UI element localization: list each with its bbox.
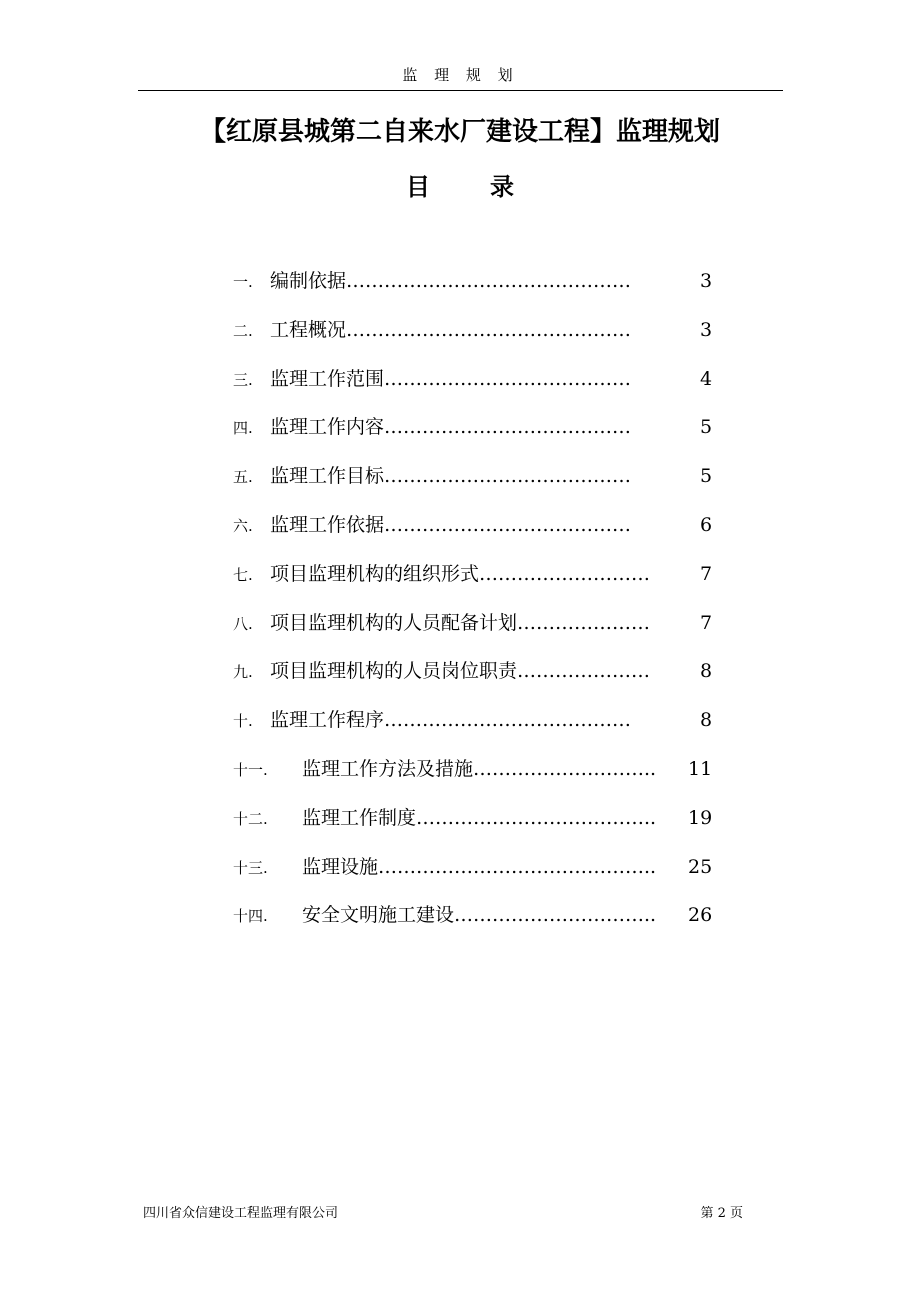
toc-entry-number: 十四. [233,907,268,926]
toc-entry-title: 监理工作内容 [270,416,385,439]
toc-entry-number: 十. [233,712,253,731]
toc-entry-number: 六. [233,517,253,535]
toc-entry-page: 7 [700,611,713,634]
toc-entry-page: 8 [700,709,713,732]
toc-entry-page: 7 [700,562,713,585]
toc-entry[interactable] [0,409,920,445]
toc-entry-leader: ………………… [517,611,650,634]
toc-entry[interactable] [0,653,920,689]
toc-entry-number: 十一. [233,761,268,779]
toc-entry-page: 3 [700,318,713,341]
toc-entry-number: 八. [233,614,253,633]
toc-entry-leader: ……………………….. [473,758,657,780]
toc-entry-leader: ………………………….. [454,904,657,927]
toc-entry-page: 4 [700,367,713,390]
toc-entry-number: 十三. [233,858,268,877]
toc-entry-page: 8 [700,660,713,683]
toc-entry-leader: ……………………………………… [346,318,631,341]
toc-entry-number: 七. [233,565,253,584]
toc-entry[interactable] [0,507,920,543]
toc-entry[interactable] [0,897,920,933]
toc-entry-title: 监理工作程序 [270,709,385,732]
toc-entry[interactable] [0,751,920,787]
toc-heading [0,168,920,206]
toc-entry-page: 6 [700,514,713,536]
toc-entry-leader: ……………………………………… [346,270,631,292]
toc-entry-page: 25 [688,855,713,878]
toc-entry-leader: ………………………………… [384,709,631,732]
toc-entry-title: 项目监理机构的人员岗位职责 [270,660,518,683]
toc-entry-number: 三. [233,370,253,389]
toc-entry[interactable] [0,800,920,836]
toc-entry-leader: ……………………… [479,562,650,585]
toc-entry-title: 编制依据 [270,270,347,292]
toc-entry-page: 3 [700,270,713,292]
toc-entry-leader: ………………………………… [384,514,631,536]
toc-entry[interactable] [0,458,920,494]
toc-entry-page: 26 [688,904,713,927]
running-header-title: 监 理 规 划 [402,66,519,84]
toc-entry-page: 19 [688,806,713,829]
toc-entry-title: 监理工作制度 [302,806,417,829]
toc-entry[interactable] [0,556,920,592]
toc-entry-title: 监理工作目标 [270,465,385,488]
toc-entry-number: 九. [233,663,253,682]
toc-entry-leader: …………………………………….. [378,855,657,878]
toc-entry-title: 监理工作范围 [270,367,385,390]
toc-entry[interactable] [0,849,920,885]
toc-entry-title: 监理工作方法及措施 [302,758,474,780]
footer-company: 四川省众信建设工程监理有限公司 [143,1206,339,1221]
toc-heading-left: 目 [406,172,430,201]
toc-entry-leader: ………………………………… [384,465,631,488]
toc-entry[interactable] [0,361,920,397]
running-header [138,62,783,91]
toc-entry-leader: ………………………………… [384,367,631,390]
toc-entry-leader: ………………………………… [384,416,631,439]
document-title: 【红原县城第二自来水厂建设工程】监理规划 [199,117,720,147]
toc-entry[interactable] [0,263,920,299]
toc-entry-number: 十二. [233,809,268,828]
toc-entry[interactable] [0,605,920,641]
toc-entry-number: 一. [233,273,253,291]
toc-entry-title: 项目监理机构的组织形式 [270,562,480,585]
toc-entry-page: 5 [700,465,713,488]
toc-entry-title: 监理设施 [302,855,379,878]
footer-page-number: 第 2 页 [700,1206,743,1221]
toc-entry-number: 五. [233,468,253,487]
toc-entry-title: 安全文明施工建设 [302,904,455,927]
toc-entry-title: 项目监理机构的人员配备计划 [270,611,518,634]
toc-entry-number: 二. [233,321,253,340]
toc-entry-page: 11 [688,758,713,780]
toc-entry-leader: ……………………………….. [416,806,657,829]
toc-entry-page: 5 [700,416,713,439]
toc-entry-title: 监理工作依据 [270,514,385,536]
toc-entry[interactable] [0,312,920,348]
toc-entry-leader: ………………… [517,660,650,683]
toc-entry-title: 工程概况 [270,318,347,341]
toc-heading-right: 录 [490,172,514,201]
toc-entry-number: 四. [233,419,253,438]
toc-entry[interactable] [0,702,920,738]
